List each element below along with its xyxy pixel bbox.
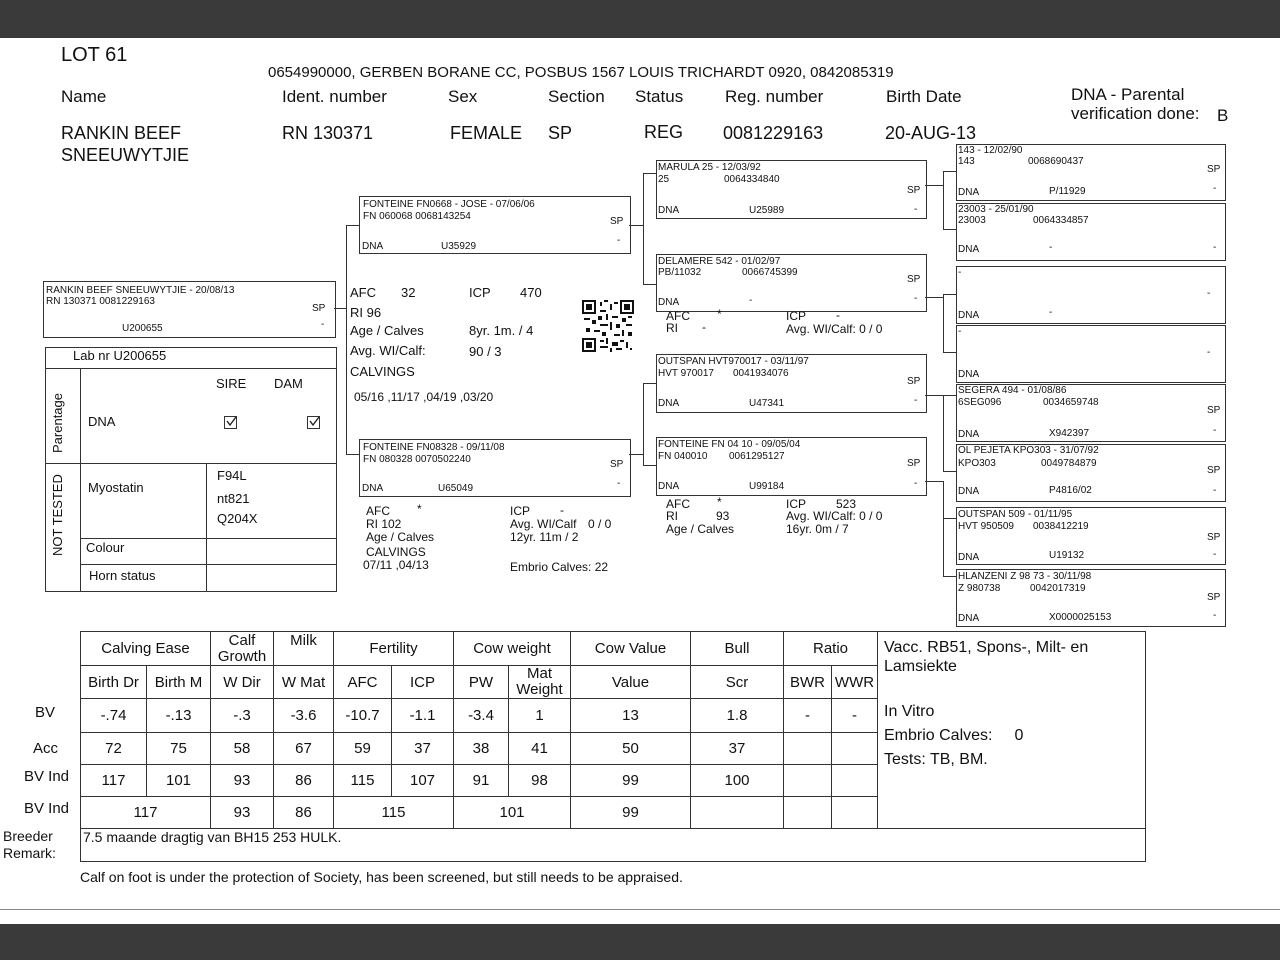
sire-line2: FN 060068 0068143254 [363, 211, 471, 222]
grp-fertility: Fertility [334, 632, 454, 666]
sire-box [359, 196, 631, 254]
header-status: Status [635, 87, 684, 106]
dam-dash: - [617, 478, 621, 489]
bvind2-cell [784, 797, 832, 829]
ggp-l2: 0034659748 [1043, 397, 1099, 408]
col-pw: PW [454, 666, 509, 699]
subj-afc: 32 [401, 285, 416, 300]
dam-icp: - [560, 503, 564, 517]
dna-label: DNA [88, 414, 116, 429]
del-icp-label: ICP [786, 309, 807, 323]
subject-title: RANKIN BEEF SNEEUWYTJIE - 20/08/13 [46, 285, 235, 296]
bv-cell: - [832, 699, 878, 733]
gp-sp: SP [907, 274, 921, 285]
subject-dash: - [321, 319, 325, 330]
ggp-sp: SP [1207, 465, 1221, 476]
header-sex: Sex [448, 87, 478, 106]
gp-dna-label: DNA [658, 481, 680, 492]
grp-cow-weight: Cow weight [454, 632, 571, 666]
ggp-dash: - [1207, 288, 1211, 299]
gp-dna-label: DNA [658, 398, 680, 409]
ggp-box [956, 569, 1226, 627]
gp-l1: PB/11032 [658, 267, 702, 278]
grp-calf-growth: Calf Growth [211, 632, 274, 666]
ggp-dna-id: U19132 [1049, 550, 1085, 561]
ggp-l1: Z 980738 [958, 583, 1001, 594]
ggp-dna-label: DNA [958, 244, 980, 255]
dam-col: DAM [274, 376, 303, 391]
breeder-remark-row [81, 829, 1146, 862]
parentage-label: Parentage [50, 393, 65, 453]
gp-dash: - [914, 293, 918, 304]
acc-cell: 67 [274, 733, 334, 765]
embrio-note [884, 727, 1139, 745]
bv-cell: 1.8 [691, 699, 784, 733]
grp-cow-value: Cow Value [571, 632, 691, 666]
gp-l2: 0061295127 [729, 451, 785, 462]
gp-sp: SP [907, 458, 921, 469]
acc-cell: 38 [454, 733, 509, 765]
ggp-title: - [958, 326, 962, 337]
lot-number: LOT 61 [61, 44, 128, 66]
header-section: Section [548, 87, 605, 106]
lab-panel [45, 347, 337, 592]
ggp-title: OUTSPAN 509 - 01/11/95 [958, 509, 1073, 520]
ggp-sp: SP [1207, 405, 1221, 416]
ggp-sp: SP [1207, 592, 1221, 603]
bvind2-cell [832, 797, 878, 829]
fon-wi: Avg. WI/Calf: 0 / 0 [786, 509, 883, 523]
acc-cell: 41 [509, 733, 571, 765]
subject-sp: SP [312, 303, 326, 314]
gp-l1: HVT 970017 [658, 368, 714, 379]
ggp-dna-id: - [1049, 307, 1053, 318]
col-afc: AFC [334, 666, 392, 699]
bvind-cell: 100 [691, 765, 784, 797]
bvind-cell: 115 [334, 765, 392, 797]
sire-title: FONTEINE FN0668 - JOSE - 07/06/06 [363, 199, 535, 210]
fon-age: 16yr. 0m / 7 [786, 522, 849, 536]
bv-cell: 1 [509, 699, 571, 733]
gp-l2: 0064334840 [724, 174, 780, 185]
ggp-l1: HVT 950509 [958, 521, 1014, 532]
dam-wi-label: Avg. WI/Calf [510, 517, 577, 531]
ggp-l1: 143 [958, 156, 975, 167]
grp-milk: Milk [274, 632, 334, 666]
gp-dna-label: DNA [658, 297, 680, 308]
dam-embrio: Embrio Calves: 22 [510, 560, 609, 574]
gp-title: OUTSPAN HVT970017 - 03/11/97 [658, 356, 809, 367]
ggp-title: SEGERA 494 - 01/08/86 [958, 385, 1067, 396]
dam-calvings: CALVINGS [366, 545, 426, 559]
ggp-dna-id: - [1049, 242, 1053, 253]
del-icp: - [836, 308, 840, 322]
bvind-cell: 101 [147, 765, 211, 797]
fon-icp: 523 [836, 497, 857, 511]
gp-dash: - [914, 478, 918, 489]
col-wwr: WWR [832, 666, 878, 699]
gp-title: FONTEINE FN 04 10 - 09/05/04 [658, 439, 801, 450]
bv-cell: -10.7 [334, 699, 392, 733]
grp-bull: Bull [691, 632, 784, 666]
ggp-dna-label: DNA [958, 187, 980, 198]
subject-dna-id: U200655 [122, 323, 163, 334]
ggp-dna-label: DNA [958, 369, 980, 380]
ggp-title: - [958, 267, 962, 278]
vacc-note: Vacc. RB51, Spons-, Milt- en Lamsiekte [884, 639, 1089, 675]
colour-label: Colour [86, 540, 125, 555]
gp-box-fonteine [656, 437, 927, 496]
bv-cell: -.74 [81, 699, 147, 733]
group-header-row [81, 632, 1146, 666]
ggp-box [956, 444, 1226, 502]
bvind2-cell: 117 [81, 797, 211, 829]
owner-line: 0654990000, GERBEN BORANE CC, POSBUS 1567 LOUIS TRICHARDT 0920, 0842085319 [268, 64, 894, 81]
top-bar [0, 0, 1280, 38]
bvind2-cell: 115 [334, 797, 454, 829]
gp-dna-id: U47341 [749, 398, 785, 409]
gp-sp: SP [907, 376, 921, 387]
fon-afc-label: AFC [666, 497, 690, 511]
dam-title: FONTEINE FN08328 - 09/11/08 [363, 442, 505, 453]
in-vitro-note: In Vitro [884, 703, 935, 720]
col-value: Value [571, 666, 691, 699]
ggp-sp: SP [1207, 532, 1221, 543]
acc-cell: 72 [81, 733, 147, 765]
row-label-bvind: BV Ind [24, 768, 70, 785]
ggp-dash: - [1213, 485, 1217, 496]
ggp-dna-label: DNA [958, 429, 980, 440]
dam-wi: 0 / 0 [588, 517, 612, 531]
gp-l2: 0041934076 [733, 368, 789, 379]
ggp-box [956, 144, 1226, 201]
fon-icp-label: ICP [786, 497, 807, 511]
grp-calving-ease: Calving Ease [81, 632, 211, 666]
row-label-bvind2: BV Ind [24, 800, 70, 817]
bvind2-cell: 99 [571, 797, 691, 829]
ggp-dna-id: P/11929 [1049, 186, 1086, 197]
col-bwr: BWR [784, 666, 832, 699]
dam-dna-id: U65049 [438, 483, 474, 494]
gp-dna-id: U25989 [749, 205, 785, 216]
ggp-box [956, 384, 1226, 442]
fon-ri-val: 93 [716, 509, 730, 523]
ggp-l2: 0068690437 [1028, 156, 1084, 167]
fon-afc: * [717, 495, 722, 509]
subj-ri: RI 96 [350, 305, 382, 320]
sire-col: SIRE [216, 376, 247, 391]
qr-code [582, 300, 634, 352]
col-w-dir: W Dir [211, 666, 274, 699]
header-ident: Ident. number [282, 87, 387, 106]
breeder-label-2: Remark: [3, 845, 56, 861]
grp-ratio: Ratio [784, 632, 878, 666]
bvind-cell: 93 [211, 765, 274, 797]
del-afc: * [717, 307, 722, 321]
bvind-cell: 86 [274, 765, 334, 797]
fon-age-label: Age / Calves [666, 522, 735, 536]
bvind2-cell: 101 [454, 797, 571, 829]
acc-cell [832, 733, 878, 765]
dam-box [359, 439, 631, 497]
subject-line2: RN 130371 0081229163 [46, 296, 155, 307]
ggp-dash: - [1213, 183, 1217, 194]
fon-ri: RI [666, 509, 678, 523]
subject-box [43, 281, 336, 338]
subj-wi: 90 / 3 [469, 344, 502, 359]
dam-afc-label: AFC [366, 504, 390, 518]
dam-icp-label: ICP [510, 504, 531, 518]
bvind-cell: 98 [509, 765, 571, 797]
embrio-value: 0 [1014, 727, 1024, 744]
header-reg: Reg. number [725, 87, 824, 106]
gp-title: DELAMERE 542 - 01/02/97 [658, 256, 781, 267]
ggp-dna-id: X942397 [1049, 428, 1090, 439]
ggp-title: HLANZENI Z 98 73 - 30/11/98 [958, 571, 1092, 582]
animal-reg: 0081229163 [723, 123, 824, 143]
myo-nt821: nt821 [217, 491, 250, 506]
acc-cell [784, 733, 832, 765]
sire-dna-checkbox [224, 416, 237, 429]
animal-ident: RN 130371 [282, 123, 374, 143]
ggp-dna-id: P4816/02 [1049, 485, 1092, 496]
ggp-dna-label: DNA [958, 552, 980, 563]
col-birth-m: Birth M [147, 666, 211, 699]
bvind-cell: 91 [454, 765, 509, 797]
gp-dna-id: U99184 [749, 481, 785, 492]
ggp-dash: - [1207, 347, 1211, 358]
breeder-label-1: Breeder [3, 828, 53, 844]
header-birth: Birth Date [886, 87, 962, 106]
col-icp: ICP [392, 666, 454, 699]
bvind-cell: 99 [571, 765, 691, 797]
bv-cell: - [784, 699, 832, 733]
ggp-l2: 0042017319 [1030, 583, 1086, 594]
bvind2-cell: 86 [274, 797, 334, 829]
gp-dna-id: - [749, 295, 753, 306]
bv-cell: -1.1 [392, 699, 454, 733]
animal-birth: 20-AUG-13 [885, 123, 977, 143]
header-dna-verif-2: verification done: [1071, 104, 1200, 123]
ggp-dash: - [1213, 425, 1217, 436]
gp-dna-label: DNA [658, 205, 680, 216]
bv-cell: -3.4 [454, 699, 509, 733]
ggp-dash: - [1213, 610, 1217, 621]
bvind-cell: 117 [81, 765, 147, 797]
del-ri-val: - [702, 320, 706, 334]
ggp-box [956, 507, 1226, 565]
myo-f94l: F94L [217, 468, 247, 483]
lab-nr: Lab nr U200655 [73, 348, 167, 363]
gp-title: MARULA 25 - 12/03/92 [658, 162, 761, 173]
ggp-dash: - [1213, 549, 1217, 560]
ggp-dash: - [1213, 242, 1217, 253]
ggp-box [956, 266, 1226, 324]
dna-verif-value: B [1217, 106, 1229, 125]
ggp-dna-id: X0000025153 [1049, 612, 1112, 623]
bv-cell: -.13 [147, 699, 211, 733]
ggp-l2: 0038412219 [1033, 521, 1089, 532]
col-scr: Scr [691, 666, 784, 699]
bv-cell: 13 [571, 699, 691, 733]
subj-afc-label: AFC [350, 285, 376, 300]
acc-cell: 37 [691, 733, 784, 765]
ggp-l2: 0049784879 [1041, 458, 1097, 469]
bv-table [80, 631, 1146, 862]
ggp-box [956, 203, 1226, 261]
tests-note: Tests: TB, BM. [884, 751, 988, 768]
dam-dna-label: DNA [362, 483, 384, 494]
myostatin-label: Myostatin [88, 480, 144, 495]
dam-line2: FN 080328 0070502240 [363, 454, 471, 465]
animal-status: REG [644, 122, 684, 142]
sire-dash: - [617, 235, 621, 246]
embrio-label: Embrio Calves: [884, 727, 993, 744]
acc-cell: 58 [211, 733, 274, 765]
bv-cell: -.3 [211, 699, 274, 733]
gp-dash: - [914, 204, 918, 215]
animal-section: SP [548, 123, 573, 143]
gp-box-marula [656, 160, 927, 219]
subj-calving-dates: 05/16 ,11/17 ,04/19 ,03/20 [354, 390, 494, 404]
bvind-cell [832, 765, 878, 797]
myo-q204x: Q204X [217, 511, 258, 526]
ggp-l1: 23003 [958, 215, 986, 226]
dam-sp: SP [610, 459, 624, 470]
bvind2-cell: 93 [211, 797, 274, 829]
bottom-bar [0, 924, 1280, 960]
bv-cell: -3.6 [274, 699, 334, 733]
gp-l2: 0066745399 [742, 267, 798, 278]
ggp-title: OL PEJETA KPO303 - 31/07/92 [958, 445, 1099, 456]
ggp-dna-label: DNA [958, 613, 980, 624]
row-label-acc: Acc [33, 740, 59, 757]
gp-box-delamere [656, 254, 927, 312]
sire-dna-id: U35929 [441, 241, 477, 252]
dam-age: 12yr. 11m / 2 [510, 530, 579, 544]
ggp-box [956, 325, 1226, 383]
not-tested-label: NOT TESTED [50, 474, 65, 556]
footer-note: Calf on foot is under the protection of Society, has been screened, but still needs to be appraised. [80, 869, 683, 885]
header-dna-verif-1: DNA - Parental [1071, 85, 1185, 104]
dam-calving-dates: 07/11 ,04/13 [363, 558, 429, 572]
header-name: Name [61, 87, 107, 106]
notes-cell [878, 632, 1146, 829]
col-w-mat: W Mat [274, 666, 334, 699]
ggp-l1: 6SEG096 [958, 397, 1002, 408]
gp-l1: 25 [658, 174, 670, 185]
acc-cell: 59 [334, 733, 392, 765]
bottom-rule [0, 909, 1280, 910]
ggp-l1: KPO303 [958, 458, 996, 469]
ggp-dna-label: DNA [958, 486, 980, 497]
bvind-cell: 107 [392, 765, 454, 797]
dam-afc: * [417, 502, 422, 516]
dam-ri: RI 102 [366, 517, 402, 531]
subj-icp: 470 [520, 285, 542, 300]
breeder-remark: 7.5 maande dragtig van BH15 253 HULK. [81, 829, 1146, 862]
subj-age: 8yr. 1m. / 4 [469, 323, 534, 338]
del-ri: RI [666, 321, 678, 335]
acc-cell: 50 [571, 733, 691, 765]
col-mat-weight: Mat Weight [509, 666, 571, 699]
animal-name-2: SNEEUWYTJIE [61, 145, 190, 165]
animal-name-1: RANKIN BEEF [61, 123, 182, 143]
acc-cell: 75 [147, 733, 211, 765]
dam-age-label: Age / Calves [366, 530, 435, 544]
ggp-sp: SP [1207, 164, 1221, 175]
gp-dash: - [914, 395, 918, 406]
acc-cell: 37 [392, 733, 454, 765]
subj-calvings: CALVINGS [350, 364, 415, 379]
gp-l1: FN 040010 [658, 451, 708, 462]
dam-dna-checkbox [307, 416, 320, 429]
horn-label: Horn status [89, 568, 156, 583]
subj-wi-label: Avg. WI/Calf: [350, 343, 426, 358]
bvind-cell [784, 765, 832, 797]
animal-sex: FEMALE [450, 123, 523, 143]
gp-box-outspan [656, 354, 927, 413]
sire-dna-label: DNA [362, 241, 384, 252]
gp-sp: SP [907, 185, 921, 196]
sire-sp: SP [610, 216, 624, 227]
del-afc-label: AFC [666, 309, 690, 323]
subj-icp-label: ICP [469, 285, 491, 300]
col-birth-dr: Birth Dr [81, 666, 147, 699]
bvind2-cell [691, 797, 784, 829]
ggp-l2: 0064334857 [1033, 215, 1089, 226]
del-wi: Avg. WI/Calf: 0 / 0 [786, 322, 883, 336]
subj-age-label: Age / Calves [350, 323, 424, 338]
ggp-dna-label: DNA [958, 310, 980, 321]
row-label-bv: BV [35, 704, 56, 721]
ggp-title: 23003 - 25/01/90 [958, 204, 1034, 215]
ggp-title: 143 - 12/02/90 [958, 145, 1023, 156]
